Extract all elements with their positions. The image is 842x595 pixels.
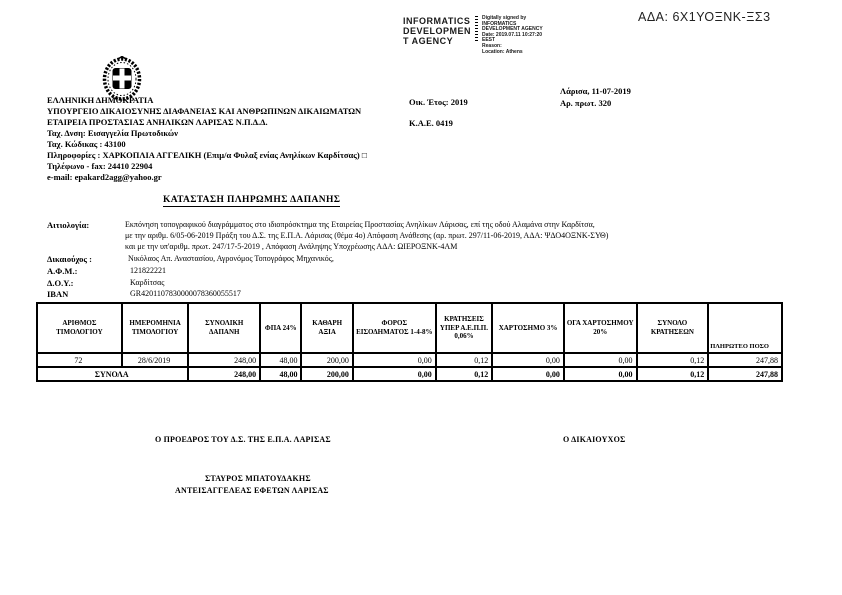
ministry-name: ΥΠΟΥΡΓΕΙΟ ΔΙΚΑΙΟΣΥΝΗΣ ΔΙΑΦΑΝΕΙΑΣ ΚΑΙ ΑΝΘΡΩΠΙΝΩΝ ΔΙΚΑΙΩΜΑΤΩΝ xyxy=(47,106,362,116)
totals-cell: 0,00 xyxy=(564,367,637,381)
agency-letterhead xyxy=(47,95,367,183)
agency-name: ΕΤΑΙΡΕΙΑ ΠΡΟΣΤΑΣΙΑΣ ΑΝΗΛΙΚΩΝ ΛΑΡΙΣΑΣ Ν.Π.Δ.Δ. xyxy=(47,117,268,127)
table-header-row xyxy=(37,303,782,353)
signatory-title: ΑΝΤΕΙΣΑΓΓΕΛΕΑΣ ΕΦΕΤΩΝ ΛΑΡΙΣΑΣ xyxy=(175,486,329,495)
th-vat-24: ΦΠΑ 24% xyxy=(260,303,301,353)
totals-cell: 247,88 xyxy=(708,367,782,381)
totals-cell: 200,00 xyxy=(301,367,352,381)
th-net-value: ΚΑΘΑΡΗ ΑΞΙΑ xyxy=(301,303,352,353)
stamp-small-line: Date: 2019.07.11 10:27:20 xyxy=(482,31,543,38)
totals-cell: 48,00 xyxy=(260,367,301,381)
cell-vat: 48,00 xyxy=(260,353,301,367)
totals-cell: 248,00 xyxy=(188,367,260,381)
totals-cell: 0,00 xyxy=(353,367,436,381)
reason-line: και με την υπ'αριθμ. πρωτ. 247/17-5-2019 , Απόφαση Ανάληψης Υποχρέωσης ΑΔΑ: ΩΙΕΡΟΞΝΚ-4ΑΜ xyxy=(125,242,458,251)
email-line: e-mail: epakard2agg@yahoo.gr xyxy=(47,172,162,182)
cell-income-tax: 0,00 xyxy=(353,353,436,367)
signature-president-label: Ο ΠΡΟΕΔΡΟΣ ΤΟΥ Δ.Σ. ΤΗΣ Ε.Π.Α. ΛΑΡΙΣΑΣ xyxy=(155,435,331,444)
cell-net-value: 200,00 xyxy=(301,353,352,367)
stamp-small-line: Reason: xyxy=(482,42,502,49)
signature-mark-icon xyxy=(475,16,478,42)
totals-cell: 0,12 xyxy=(436,367,493,381)
stamp-small-line: EEST xyxy=(482,37,496,44)
fiscal-year: Οικ. Έτος: 2019 xyxy=(409,97,468,107)
cell-payable-amount: 247,88 xyxy=(708,353,782,367)
stamp-big-line: INFORMATICS xyxy=(403,16,471,26)
cell-stamp-duty: 0,00 xyxy=(492,353,564,367)
country-name: ΕΛΛΗΝΙΚΗ ΔΗΜΟΚΡΑΤΙΑ xyxy=(47,95,154,105)
document-title: ΚΑΤΑΣΤΑΣΗ ΠΛΗΡΩΜΗΣ ΔΑΠΑΝΗΣ xyxy=(163,195,341,205)
cell-total-expense: 248,00 xyxy=(188,353,260,367)
th-stamp-duty: ΧΑΡΤΟΣΗΜΟ 3% xyxy=(492,303,564,353)
ada-code: ΑΔΑ: 6Χ1ΥΟΞΝΚ-ΞΣ3 xyxy=(638,10,771,24)
iban-value: GR4201107830000078360055517 xyxy=(130,289,241,298)
stamp-big-line: T AGENCY xyxy=(403,36,454,46)
th-payable-amount: ΠΛΗΡΩΤΕΟ ΠΟΣΟ xyxy=(708,303,782,353)
th-invoice-number: ΑΡΙΘΜΟΣ ΤΙΜΟΛΟΓΙΟΥ xyxy=(37,303,122,353)
table-totals-row xyxy=(37,367,782,381)
cell-oga-stamp-duty: 0,00 xyxy=(564,353,637,367)
cell-invoice-number: 72 xyxy=(37,353,122,367)
stamp-small-line: Location: Athens xyxy=(482,48,523,55)
th-aepp-withholding: ΚΡΑΤΗΣΕΙΣ ΥΠΕΡ Α.Ε.Π.Π. 0,06% xyxy=(436,303,493,353)
phone-fax-line: Τηλέφωνο - fax: 24410 22904 xyxy=(47,161,153,171)
stamp-small-line: INFORMATICS xyxy=(482,20,517,27)
postal-code-line: Ταχ. Κώδικας : 43100 xyxy=(47,139,126,149)
beneficiary-name: Νικόλαος Απ. Αναστασίου, Αγρονόμος Τοπογράφος Μηχανικός, xyxy=(128,254,334,263)
beneficiary-label: Δικαιούχος : xyxy=(47,254,92,264)
afm-label: Α.Φ.Μ.: xyxy=(47,266,78,276)
th-income-tax: ΦΟΡΟΣ ΕΙΣΟΔΗΜΑΤΟΣ 1-4-8% xyxy=(353,303,436,353)
totals-label-cell: ΣΥΝΟΛΑ xyxy=(37,367,188,381)
stamp-small-line: DEVELOPMENT AGENCY xyxy=(482,26,543,33)
cell-aepp-withholding: 0,12 xyxy=(436,353,493,367)
totals-cell: 0,00 xyxy=(492,367,564,381)
digital-signature-stamp xyxy=(403,16,543,55)
cell-total-withholdings: 0,12 xyxy=(637,353,709,367)
afm-value: 121822221 xyxy=(130,266,166,275)
th-total-expense: ΣΥΝΟΛΙΚΗ ΔΑΠΑΝΗ xyxy=(188,303,260,353)
stamp-big-line: DEVELOPMEN xyxy=(403,26,472,36)
stamp-small-line: Digitally signed by xyxy=(482,15,527,21)
reason-label: Αιτιολογία: xyxy=(47,220,90,230)
protocol-number: Αρ. πρωτ. 320 xyxy=(560,98,612,108)
th-invoice-date: ΗΜΕΡΟΜΗΝΙΑ ΤΙΜΟΛΟΓΙΟΥ xyxy=(122,303,189,353)
th-oga-stamp-duty: ΟΓΑ ΧΑΡΤΟΣΗΜΟΥ 20% xyxy=(564,303,637,353)
reason-line: Εκπόνηση τοπογραφικού διαγράμματος στο ιδιοπρόσκτημα της Εταιρείας Προστασίας Ανηλίκων Λάρισας, επί της οδού Αλαμάνα στην Καρδίτσα, xyxy=(125,220,595,229)
payment-table xyxy=(36,302,783,382)
kae-code: Κ.Α.Ε. 0419 xyxy=(409,118,453,128)
table-data-row xyxy=(37,353,782,367)
totals-cell: 0,12 xyxy=(637,367,709,381)
iban-label: ΙΒΑΝ xyxy=(47,289,69,299)
city-and-date: Λάρισα, 11-07-2019 xyxy=(560,86,631,96)
signature-beneficiary-label: Ο ΔΙΚΑΙΟΥΧΟΣ xyxy=(563,435,626,444)
cell-invoice-date: 28/6/2019 xyxy=(122,353,189,367)
th-total-withholdings: ΣΥΝΟΛΟ ΚΡΑΤΗΣΕΩΝ xyxy=(637,303,709,353)
doy-label: Δ.Ο.Υ.: xyxy=(47,278,74,288)
signatory-name: ΣΤΑΥΡΟΣ ΜΠΑΤΟΥΔΑΚΗΣ xyxy=(205,474,311,483)
stamp-signature-details xyxy=(482,16,543,55)
reason-line: με την αριθμ. 6/05-06-2019 Πράξη του Δ.Σ. της Ε.Π.Α. Λάρισας (θέμα 4ο) Απόφαση Ανάθεσης (αρ. πρωτ. 297/11-06-2019, ΑΔΑ: ΨΔΟ4ΟΞΝΚ-ΣΥΘ) xyxy=(125,231,609,240)
stamp-agency-text xyxy=(403,16,471,55)
contact-person-line: Πληροφορίες : ΧΑΡΚΟΠΛΙΑ ΑΓΓΕΛΙΚΗ (Επιμ/α Φυλαξ ενίας Ανηλίκων Καρδίτσας) □ xyxy=(47,150,367,160)
postal-address-line: Ταχ. Δνση: Εισαγγελία Πρωτοδικών xyxy=(47,128,178,138)
doy-value: Καρδίτσας xyxy=(130,278,165,287)
